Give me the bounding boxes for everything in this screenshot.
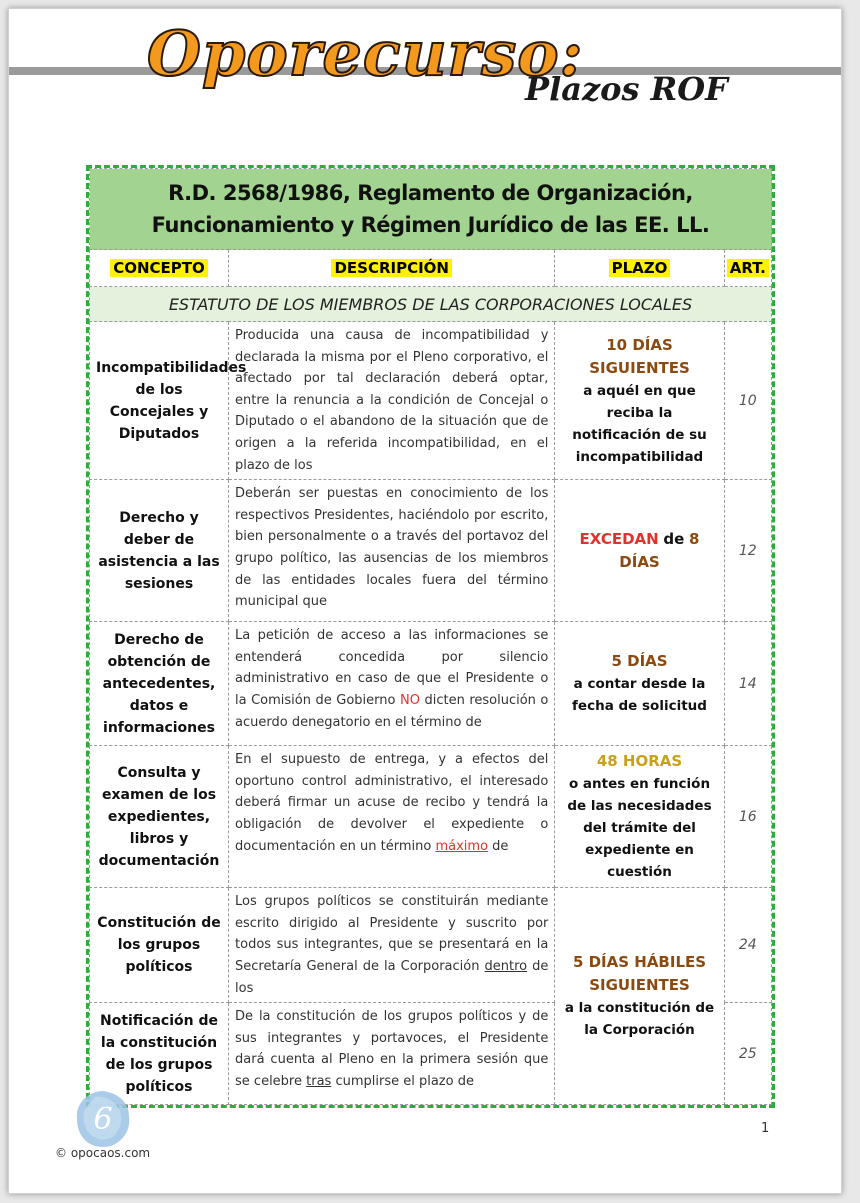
plazo-cell [555, 322, 724, 480]
table-row [90, 888, 772, 1003]
article-number: 16 [724, 746, 771, 888]
article-number: 25 [724, 1003, 771, 1105]
plazo-cell [555, 480, 724, 622]
description-cell: Deberán ser puestas en conocimiento de los respectivos Presidentes, haciéndolo por escrito, bien personalmente o a través del portavoz del grupo político, las ausencias de los miembros de las entidades locales fuera del término municipal que [229, 480, 555, 622]
plazo-cell [555, 746, 724, 888]
description-cell: La petición de acceso a las informaciones se entenderá concedida por silencio administrativo en caso de que el Presidente o la Comisión de Gobierno NO dicten resolución o acuerdo denegatorio en el término de [229, 622, 555, 746]
page-subtitle: Plazos ROF [525, 70, 728, 108]
table-row [90, 746, 772, 888]
deadlines-table [86, 165, 775, 1108]
plazo-main: 48 HORAS [596, 752, 683, 771]
article-number: 12 [724, 480, 771, 622]
plazo-main: 5 DÍAS HÁBILES SIGUIENTES [572, 953, 707, 995]
opocaos-logo-icon [71, 1087, 135, 1151]
col-header-concepto: CONCEPTO [90, 250, 229, 287]
col-header-plazo: PLAZO [555, 250, 724, 287]
plazo-sub: a contar desde la fecha de solicitud [572, 676, 707, 715]
description-cell: Los grupos políticos se constituirán mediante escrito dirigido al Presidente y suscrito por todos sus integrantes, que se presentará en la Secretaría General de la Corporación dentro de los [229, 888, 555, 1003]
concept-cell: Derecho de obtención de antecedentes, datos e informaciones [90, 622, 229, 746]
plazo-main: 10 DÍAS SIGUIENTES [589, 335, 690, 377]
copyright-text: © opocaos.com [55, 1146, 151, 1160]
negation-word: NO [399, 692, 420, 708]
emphasis-word: máximo [435, 838, 489, 854]
svg-text:6: 6 [93, 1102, 113, 1137]
section-header: ESTATUTO DE LOS MIEMBROS DE LAS CORPORACIONES LOCALES [90, 287, 772, 322]
concept-cell: Constitución de los grupos políticos [90, 888, 229, 1003]
concept-cell: Notificación de la constitución de los grupos políticos [90, 1003, 229, 1105]
concept-cell: Derecho y deber de asistencia a las sesiones [90, 480, 229, 622]
col-header-art: ART. [724, 250, 771, 287]
page-number: 1 [761, 1121, 770, 1136]
plazo-sub: a aquél en que reciba la notificación de su incompatibilidad [572, 382, 707, 465]
plazo-sub: a la constitución de la Corporación [564, 1000, 715, 1039]
plazo-connector: de [663, 529, 685, 548]
table-row [90, 322, 772, 480]
description-cell: Producida una causa de incompatibilidad y declarada la misma por el Pleno corporativo, el afectado por tal declaración deberá optar, entre la renuncia a la condición de Concejal o Diputado o el abandono de la situación que de origen a la referida incompatibilidad, en el plazo de los [229, 322, 555, 480]
description-cell: En el supuesto de entrega, y a efectos del oportuno control administrativo, el interesado deberá firmar un acuse de recibo y tendrá la obligación de devolver el expediente o documentación en un término máximo de [229, 746, 555, 888]
description-cell: De la constitución de los grupos políticos y de sus integrantes y portavoces, el Presidente dará cuenta al Pleno en la primera sesión que se celebre tras cumplirse el plazo de [229, 1003, 555, 1105]
document-page [8, 8, 842, 1194]
emphasis-word: dentro [484, 958, 528, 974]
shared-plazo-cell [555, 888, 724, 1105]
table-row [90, 622, 772, 746]
table-title: R.D. 2568/1986, Reglamento de Organización, Funcionamiento y Régimen Jurídico de las EE. LL. [90, 169, 772, 250]
plazo-cell [555, 622, 724, 746]
plazo-exceed: EXCEDAN [579, 529, 659, 548]
article-number: 14 [724, 622, 771, 746]
concept-cell: Consulta y examen de los expedientes, libros y documentación [90, 746, 229, 888]
article-number: 10 [724, 322, 771, 480]
plazo-days: 8 DÍAS [619, 529, 700, 571]
article-number: 24 [724, 888, 771, 1003]
plazo-sub: o antes en función de las necesidades del trámite del expediente en cuestión [567, 776, 712, 881]
table-row [90, 480, 772, 622]
col-header-descripcion: DESCRIPCIÓN [229, 250, 555, 287]
concept-cell: Incompatibilidades de los Concejales y Diputados [90, 322, 229, 480]
brand-title: Oporecurso: [147, 17, 584, 90]
emphasis-word: tras [306, 1073, 332, 1089]
plazo-main: 5 DÍAS [611, 652, 668, 671]
